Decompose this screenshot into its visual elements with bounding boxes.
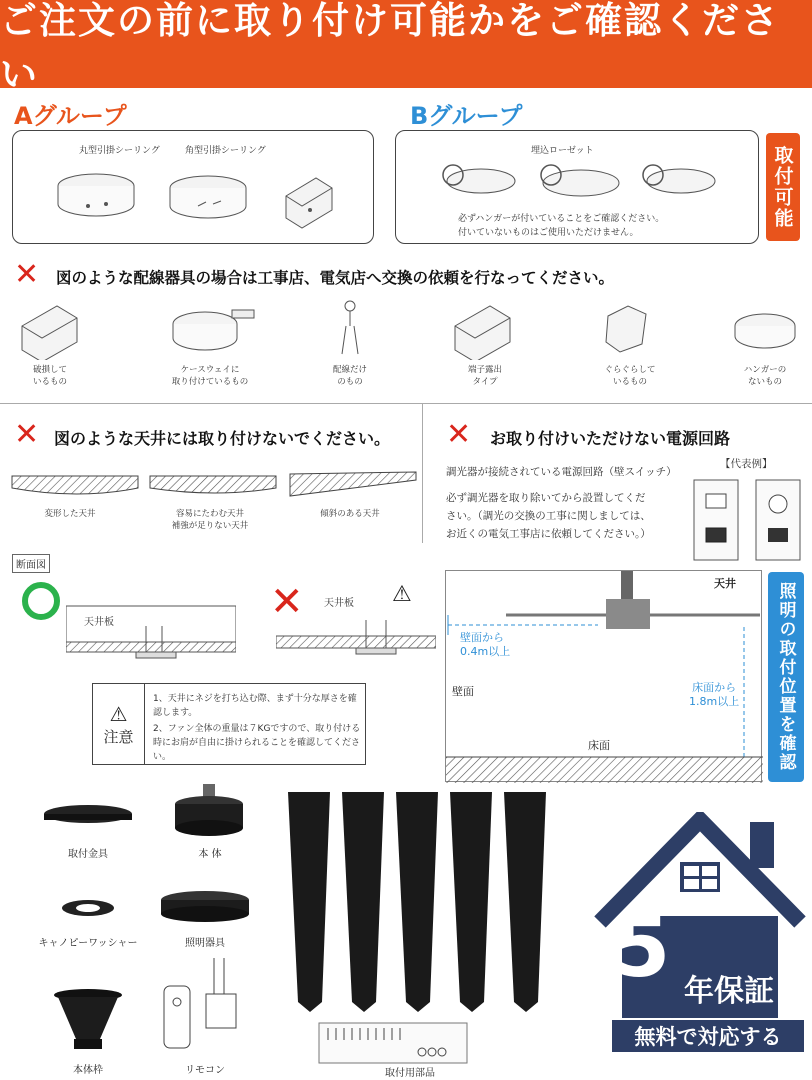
motor-body-image (165, 784, 255, 840)
part-mount-label: 取付金具 (68, 849, 108, 860)
bad-ceiling-illustrations (10, 470, 420, 504)
part-hardware-label: 取付用部品 (385, 1068, 435, 1079)
caution-text-1: 1、天井にネジを打ち込む際、まず十分な厚さを確認します。 (153, 694, 357, 718)
power-line-2: 必ず調光器を取り除いてから設置してくだ (446, 492, 646, 504)
warning-icon: ⚠ (392, 582, 412, 607)
from-wall-label: 壁面から 0.4m以上 (460, 631, 511, 658)
divider (0, 403, 812, 404)
from-floor-label: 床面から 1.8m以上 (689, 681, 740, 708)
position-diagram (445, 570, 762, 782)
dimmer-switch-illustration (690, 476, 810, 562)
install-ok-tag: 取付可能 (766, 133, 800, 241)
free-support-badge: 無料で対応する (610, 1018, 806, 1054)
light-fixture-image (155, 888, 255, 928)
group-a-title: Aグループ (14, 102, 127, 130)
hardware-kit-image (318, 1022, 468, 1064)
x-mark-icon: ✕ (14, 417, 40, 452)
embedded-rosette-label: 埋込ローゼット (531, 146, 594, 156)
ok-section-illustration (66, 596, 236, 666)
bad-section-illustration (276, 610, 436, 670)
power-heading: お取り付けいただけない電源回路 (490, 429, 731, 448)
caution-label: 注意 (103, 727, 134, 746)
power-line-3: さい。（調光の交換の工事に関しましては、 (446, 510, 651, 522)
fan-blades-image (280, 788, 570, 1018)
caution-text-2: 2、ファン全体の重量は７KGですので、取り付ける時にお肩が自由に掛けられることを確認してください。 (153, 724, 361, 762)
part-washer-label: キャノピーワッシャー (38, 938, 138, 949)
x-mark-icon: ✕ (270, 579, 304, 625)
top-banner (0, 0, 812, 96)
wiring-item-3: 配線だけ のもの (332, 365, 367, 387)
wiring-item-2: ケースウェイに 取り付けているもの (171, 365, 249, 387)
power-line-4: お近くの電気工事店に依頼してください。） (446, 528, 651, 540)
wiring-illustrations (0, 296, 812, 360)
square-ceiling-label: 角型引掛シーリング (185, 146, 266, 156)
ceiling-item-3: 傾斜のある天井 (320, 509, 380, 519)
x-mark-icon: ✕ (446, 417, 472, 452)
part-remote-label: リモコン (185, 1065, 225, 1076)
ok-circle-icon (22, 582, 60, 620)
ceiling-socket-illustrations (48, 166, 348, 236)
hanger-note-1: 必ずハンガーが付いていることをご確認ください。 (458, 214, 665, 224)
position-tag: 照明の取付位置を確認 (768, 572, 804, 782)
banner-title: ご注文の前に取り付け可能かをご確認ください (0, 0, 780, 96)
bad-ceiling-board-label: 天井板 (324, 598, 354, 609)
warranty-label: 年保証 (684, 974, 774, 1009)
warranty-years: 5 (612, 898, 671, 996)
floor-label: 床面 (588, 739, 610, 752)
canopy-washer-image (58, 896, 118, 920)
rosette-illustrations (431, 159, 731, 209)
wiring-item-1: 破損して いるもの (32, 365, 67, 387)
ceiling-item-2: 容易にたわむ天井 補強が足りない天井 (171, 509, 249, 531)
ceiling-heading: 図のような天井には取り付けないでください。 (54, 429, 391, 448)
group-b-title: Bグループ (410, 102, 523, 130)
caution-box (92, 683, 366, 765)
ok-ceiling-board-label: 天井板 (84, 617, 114, 628)
round-ceiling-label: 丸型引掛シーリング (79, 146, 160, 156)
ceiling-label: 天井 (714, 577, 736, 590)
wiring-item-4: 端子露出 タイプ (467, 365, 502, 387)
ceiling-item-1: 変形した天井 (44, 509, 96, 519)
wall-label: 壁面 (452, 685, 474, 698)
body-frame-image (48, 985, 128, 1055)
x-mark-icon: ✕ (14, 257, 40, 292)
part-frame-label: 本体枠 (73, 1065, 103, 1076)
power-line-1: 調光器が接続されている電源回路（壁スイッチ） (446, 466, 677, 478)
remote-control-image (160, 958, 246, 1054)
wiring-item-6: ハンガーの ないもの (743, 365, 787, 387)
caution-icon: ⚠ (109, 701, 128, 726)
hanger-note-2: 付いていないものはご使用いただけません。 (458, 228, 639, 238)
part-body-label: 本 体 (198, 849, 222, 860)
section-label: 断面図 (12, 554, 50, 573)
wiring-item-5: ぐらぐらして いるもの (604, 365, 656, 387)
wiring-heading: 図のような配線器具の場合は工事店、電気店へ交換の依頼を行なってください。 (56, 269, 615, 287)
part-light-label: 照明器具 (185, 938, 225, 949)
example-label: 【代表例】 (720, 458, 773, 470)
vertical-divider (422, 403, 423, 543)
mounting-bracket-image (38, 800, 138, 836)
group-a-box (12, 130, 374, 244)
group-b-box (395, 130, 759, 244)
